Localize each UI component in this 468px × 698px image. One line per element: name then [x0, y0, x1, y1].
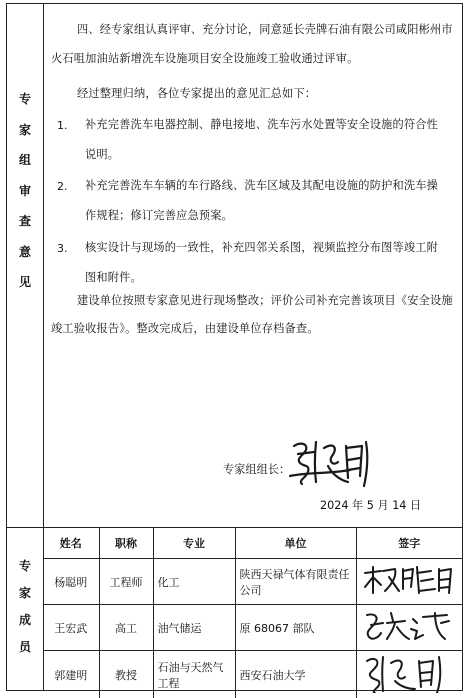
side-label-char: 见: [7, 267, 43, 298]
member-signature-cell: [356, 605, 462, 651]
side-label-char: 家: [7, 115, 43, 146]
member-name: 杨聪明: [43, 559, 99, 605]
member-title: 教授: [99, 651, 153, 698]
member-signature-image: [361, 609, 457, 643]
leader-label: 专家组组长：: [223, 461, 290, 477]
intro-line-2: 火石咀加油站新增洗车设施项目安全设施竣工验收通过评审。: [51, 45, 358, 73]
side-label-char: 审: [7, 176, 43, 207]
side-label-char: 专: [7, 553, 43, 580]
side-label-char: 意: [7, 237, 43, 268]
item-3-line-2: 图和附件。: [85, 264, 142, 292]
item-number: 3.: [57, 242, 68, 255]
member-name: 王宏武: [43, 605, 99, 651]
intro-line-1: 四、经专家组认真评审、充分讨论，同意延长壳牌石油有限公司咸阳彬州市: [77, 16, 453, 44]
item-3-line-1: 核实设计与现场的一致性，补充四邻关系图，视频监控分布图等竣工附: [85, 234, 438, 262]
member-major: 化工: [153, 559, 235, 605]
member-unit: 原 68067 部队: [235, 605, 356, 651]
review-side-label: [7, 84, 43, 298]
header-unit: 单位: [235, 527, 356, 559]
closing-line-1: 建设单位按照专家意见进行现场整改；评价公司补充完善该项目《安全设施: [77, 287, 453, 315]
member-signature-cell: [356, 559, 462, 605]
member-name: 郭建明: [43, 651, 99, 698]
side-label-char: 查: [7, 206, 43, 237]
leader-signature-image: [288, 436, 378, 490]
side-label-char: 组: [7, 145, 43, 176]
header-title: 职称: [99, 527, 153, 559]
side-label-char: 员: [7, 634, 43, 661]
side-label-char: 家: [7, 580, 43, 607]
table-row: [43, 559, 462, 605]
members-side-label: [7, 553, 43, 661]
table-row: [43, 651, 462, 698]
header-name: 姓名: [43, 527, 99, 559]
side-label-char: 成: [7, 607, 43, 634]
review-form: [6, 3, 463, 691]
member-signature-cell: [356, 651, 462, 698]
item-number: 2.: [57, 180, 68, 193]
member-signature-image: [361, 653, 457, 693]
member-major: 石油与天然气工程: [153, 651, 235, 698]
table-header-row: [43, 527, 462, 559]
member-unit: 陕西天禄气体有限责任公司: [235, 559, 356, 605]
item-2-line-1: 补充完善洗车车辆的车行路线、洗车区域及其配电设施的防护和洗车操: [85, 172, 438, 200]
member-title: 高工: [99, 605, 153, 651]
summary-line: 经过整理归纳，各位专家提出的意见汇总如下：: [77, 80, 316, 108]
item-number: 1.: [57, 119, 68, 132]
table-row: [43, 605, 462, 651]
item-1-line-1: 补充完善洗车电器控制、静电接地、洗车污水处置等安全设施的符合性: [85, 111, 438, 139]
member-title: 工程师: [99, 559, 153, 605]
header-major: 专业: [153, 527, 235, 559]
header-signature: 签字: [356, 527, 462, 559]
member-unit: 西安石油大学: [235, 651, 356, 698]
sign-date: 2024 年 5 月 14 日: [320, 497, 421, 513]
review-opinion: [43, 4, 462, 527]
closing-line-2: 竣工验收报告》。整改完成后，由建设单位存档备查。: [51, 315, 319, 343]
item-2-line-2: 作规程；修订完善应急预案。: [85, 202, 233, 230]
side-label-char: 专: [7, 84, 43, 115]
item-1-line-2: 说明。: [85, 141, 119, 169]
expert-members-table: [43, 527, 462, 698]
member-signature-image: [361, 563, 457, 597]
member-major: 油气储运: [153, 605, 235, 651]
